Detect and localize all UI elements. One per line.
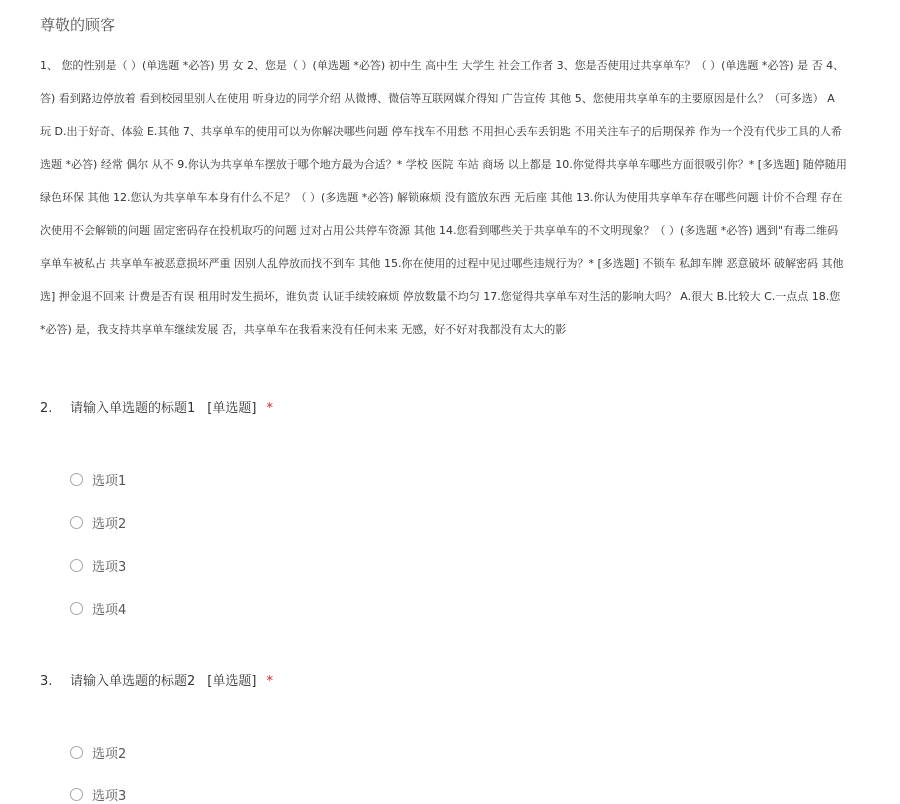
intro-line: *必答) 是，我支持共享单车继续发展 否，共享单车在我看来没有任何未来 无感，好不好对我都没有太大的影 — [40, 323, 567, 336]
intro-line: 选题 *必答) 经常 偶尔 从不 9.你认为共享单车摆放于哪个地方最为合适？* 学校 医院 车站 商场 以上都是 10.你觉得共享单车哪些方面很吸引你？* [多选题] 随停随用 — [40, 158, 847, 171]
question-title-text: 请输入单选题的标题2 — [70, 674, 196, 689]
question-type-label: [单选题] — [207, 674, 257, 689]
intro-line: 选] 押金退不回来 计费是否有误 租用时发生损坏，谁负责 认证手续较麻烦 停放数量不均匀 17.您觉得共享单车对生活的影响大吗？ A.很大 B.比较大 C.一点点 18.您 — [40, 290, 841, 303]
radio-option[interactable] — [70, 784, 126, 804]
radio-button[interactable] — [70, 788, 83, 801]
intro-line: 绿色环保 其他 12.您认为共享单车本身有什么不足？（ ）(多选题 *必答) 解锁麻烦 没有篮放东西 无后座 其他 13.你认为使用共享单车存在哪些问题 计价不合理 存在 — [40, 191, 843, 204]
option-label: 选项2 — [92, 746, 127, 762]
question-number: 2. — [40, 401, 53, 416]
required-marker: * — [266, 401, 273, 416]
radio-button[interactable] — [70, 516, 83, 529]
question-title-text: 请输入单选题的标题1 — [70, 401, 196, 416]
question-title — [40, 399, 860, 419]
survey-intro — [40, 56, 900, 353]
intro-line: 次使用不会解锁的问题 固定密码存在投机取巧的问题 过对占用公共停车资源 其他 14.您看到哪些关于共享单车的不文明现象？（ ）(多选题 *必答) 遇到"有毒二维码 — [40, 224, 839, 237]
option-label: 选项3 — [92, 559, 127, 575]
radio-button[interactable] — [70, 559, 83, 572]
option-label: 选项2 — [92, 516, 127, 532]
radio-button[interactable] — [70, 473, 83, 486]
question-type-label: [单选题] — [207, 401, 257, 416]
radio-option[interactable] — [70, 469, 126, 489]
radio-option[interactable] — [70, 512, 126, 532]
radio-option[interactable] — [70, 555, 126, 575]
required-marker: * — [266, 674, 273, 689]
radio-option[interactable] — [70, 598, 126, 618]
question-3 — [40, 672, 860, 804]
radio-button[interactable] — [70, 746, 83, 759]
question-2 — [40, 399, 860, 618]
question-title — [40, 672, 860, 692]
survey-greeting: 尊敬的顾客 — [40, 16, 116, 34]
question-number: 3. — [40, 674, 53, 689]
option-label: 选项4 — [92, 602, 127, 618]
intro-line: 享单车被私占 共享单车被恶意损坏严重 因别人乱停放而找不到车 其他 15.你在使用的过程中见过哪些违规行为？* [多选题] 不锁车 私卸车牌 恶意破坏 破解密码 其他 — [40, 257, 844, 270]
intro-line: 答) 看到路边停放着 看到校园里别人在使用 听身边的同学介绍 从微博、微信等互联网媒介得知 广告宣传 其他 5、您使用共享单车的主要原因是什么？（可多选） A — [40, 92, 835, 105]
option-label: 选项1 — [92, 473, 127, 489]
radio-option[interactable] — [70, 742, 126, 762]
option-label: 选项3 — [92, 788, 127, 804]
radio-button[interactable] — [70, 602, 83, 615]
intro-line: 玩 D.出于好奇、体验 E.其他 7、共享单车的使用可以为你解决哪些问题 停车找车不用愁 不用担心丢车丢钥匙 不用关注车子的后期保养 作为一个没有代步工具的人希 — [40, 125, 842, 138]
intro-line: 1、 您的性别是（ ）(单选题 *必答) 男 女 2、您是（ ）(单选题 *必答) 初中生 高中生 大学生 社会工作者 3、您是否使用过共享单车？（ ）(单选题 *必答) 是 否 4、 — [40, 59, 845, 72]
